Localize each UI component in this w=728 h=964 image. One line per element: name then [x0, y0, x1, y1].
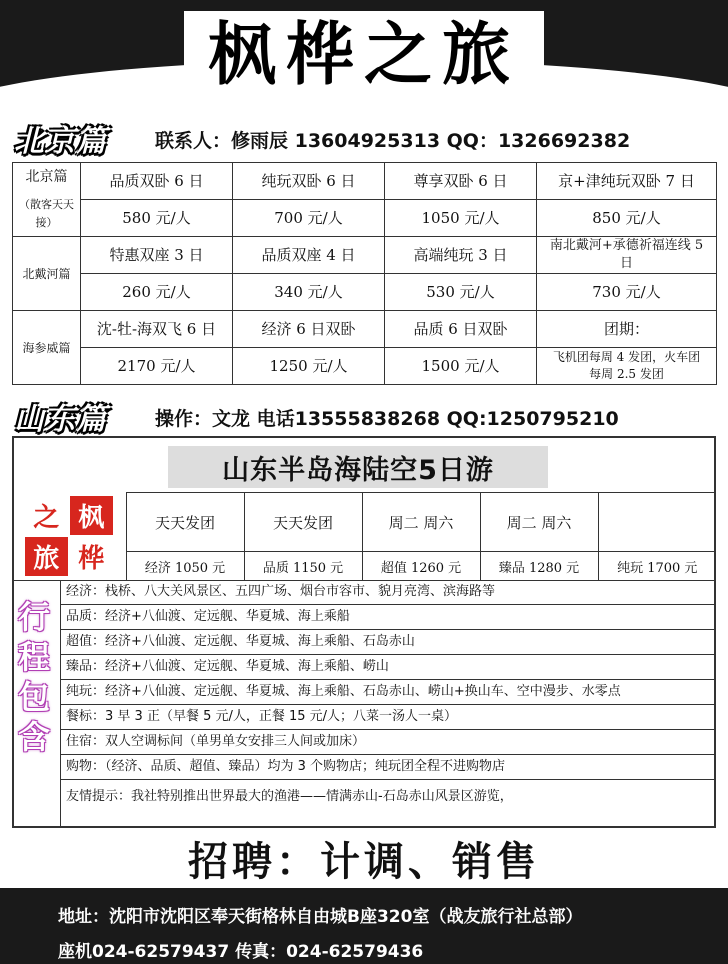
package-cell: 品质双卧 6 日 — [81, 163, 233, 200]
brand-logo: 之 枫 旅 桦 — [25, 496, 113, 576]
table-row — [13, 200, 717, 237]
package-cell: 纯玩双卧 6 日 — [233, 163, 385, 200]
departure-cell: 天天发团 — [126, 493, 244, 552]
price-cell: 纯玩 1700 元 — [598, 552, 716, 581]
footer — [0, 888, 728, 964]
package-cell: 经济 6 日双卧 — [233, 311, 385, 348]
price-cell: 品质 1150 元 — [244, 552, 362, 581]
list-item: 经济：栈桥、八大关风景区、五四广场、烟台市容市、貌月亮湾、滨海路等 — [60, 580, 716, 605]
list-item: 臻品：经济+八仙渡、定远舰、华夏城、海上乘船、崂山 — [60, 655, 716, 680]
departure-cell: 周二 周六 — [362, 493, 480, 552]
shandong-contact: 操作：文龙 电话13555838268 QQ:1250795210 — [155, 408, 619, 430]
itinerary-side-label: 行 程 包 含 — [17, 598, 50, 756]
package-cell: 团期： — [537, 311, 717, 348]
table-row — [13, 311, 717, 348]
price-cell: 260 元/人 — [81, 274, 233, 311]
price-cell: 580 元/人 — [81, 200, 233, 237]
itinerary-list — [60, 580, 716, 814]
price-cell: 2170 元/人 — [81, 348, 233, 385]
table-row — [13, 163, 717, 200]
package-cell: 品质双座 4 日 — [233, 237, 385, 274]
list-item: 超值：经济+八仙渡、定远舰、华夏城、海上乘船、石岛赤山 — [60, 630, 716, 655]
price-cell: 850 元/人 — [537, 200, 717, 237]
table-row — [13, 237, 717, 274]
price-cell: 经济 1050 元 — [126, 552, 244, 581]
section-heading-beijing: 北京篇 — [14, 124, 107, 159]
departure-cell: 周二 周六 — [480, 493, 598, 552]
section-heading-shandong: 山东篇 — [14, 402, 107, 437]
row-label: 北京篇 （散客天天接） — [13, 163, 81, 237]
brand-logo-cell — [12, 493, 126, 581]
table-row — [12, 493, 716, 552]
tour-banner: 山东半岛海陆空5日游 — [168, 446, 548, 488]
package-cell: 品质 6 日双卧 — [385, 311, 537, 348]
price-cell: 1500 元/人 — [385, 348, 537, 385]
package-cell: 尊享双卧 6 日 — [385, 163, 537, 200]
package-cell: 特惠双座 3 日 — [81, 237, 233, 274]
price-cell: 530 元/人 — [385, 274, 537, 311]
price-cell: 340 元/人 — [233, 274, 385, 311]
list-item: 餐标：3 早 3 正（早餐 5 元/人，正餐 15 元/人；八菜一汤人一桌） — [60, 705, 716, 730]
list-item: 品质：经济+八仙渡、定远舰、华夏城、海上乘船 — [60, 605, 716, 630]
package-cell: 沈-牡-海双飞 6 日 — [81, 311, 233, 348]
table-row — [13, 348, 717, 385]
page-title-wrap — [0, 0, 728, 112]
package-cell: 高端纯玩 3 日 — [385, 237, 537, 274]
page-title: 枫桦之旅 — [184, 11, 544, 101]
list-item: 纯玩：经济+八仙渡、定远舰、华夏城、海上乘船、石岛赤山、崂山+换山车、空中漫步、水零点 — [60, 680, 716, 705]
shandong-table — [12, 492, 716, 581]
package-cell: 南北戴河+承德祈福连线 5 日 — [537, 237, 717, 274]
schedule-note: 飞机团每周 4 发团，火车团每周 2.5 发团 — [537, 348, 717, 385]
price-cell: 700 元/人 — [233, 200, 385, 237]
price-cell: 1250 元/人 — [233, 348, 385, 385]
price-cell: 臻品 1280 元 — [480, 552, 598, 581]
price-cell: 730 元/人 — [537, 274, 717, 311]
footer-address: 地址：沈阳市沈阳区奉天街格林自由城B座320室（战友旅行社总部） — [58, 907, 583, 927]
price-cell: 1050 元/人 — [385, 200, 537, 237]
beijing-contact: 联系人：修雨辰 13604925313 QQ：1326692382 — [155, 130, 631, 152]
table-row — [13, 274, 717, 311]
list-item: 购物：（经济、品质、超值、臻品）均为 3 个购物店；纯玩团全程不进购物店 — [60, 755, 716, 780]
list-item: 友情提示：我社特别推出世界最大的渔港——情满赤山-石岛赤山风景区游览， — [66, 789, 513, 804]
row-label: 北戴河篇 — [13, 237, 81, 311]
row-label: 海参威篇 — [13, 311, 81, 385]
footer-phone: 座机024-62579437 传真：024-62579436 — [58, 942, 424, 962]
hiring-notice: 招聘：计调、销售 — [188, 838, 540, 885]
departure-cell — [598, 493, 716, 552]
list-item: 住宿：双人空调标间（单男单女安排三人间或加床） — [60, 730, 716, 755]
departure-cell: 天天发团 — [244, 493, 362, 552]
price-cell: 超值 1260 元 — [362, 552, 480, 581]
beijing-table — [12, 162, 717, 385]
package-cell: 京+津纯玩双卧 7 日 — [537, 163, 717, 200]
